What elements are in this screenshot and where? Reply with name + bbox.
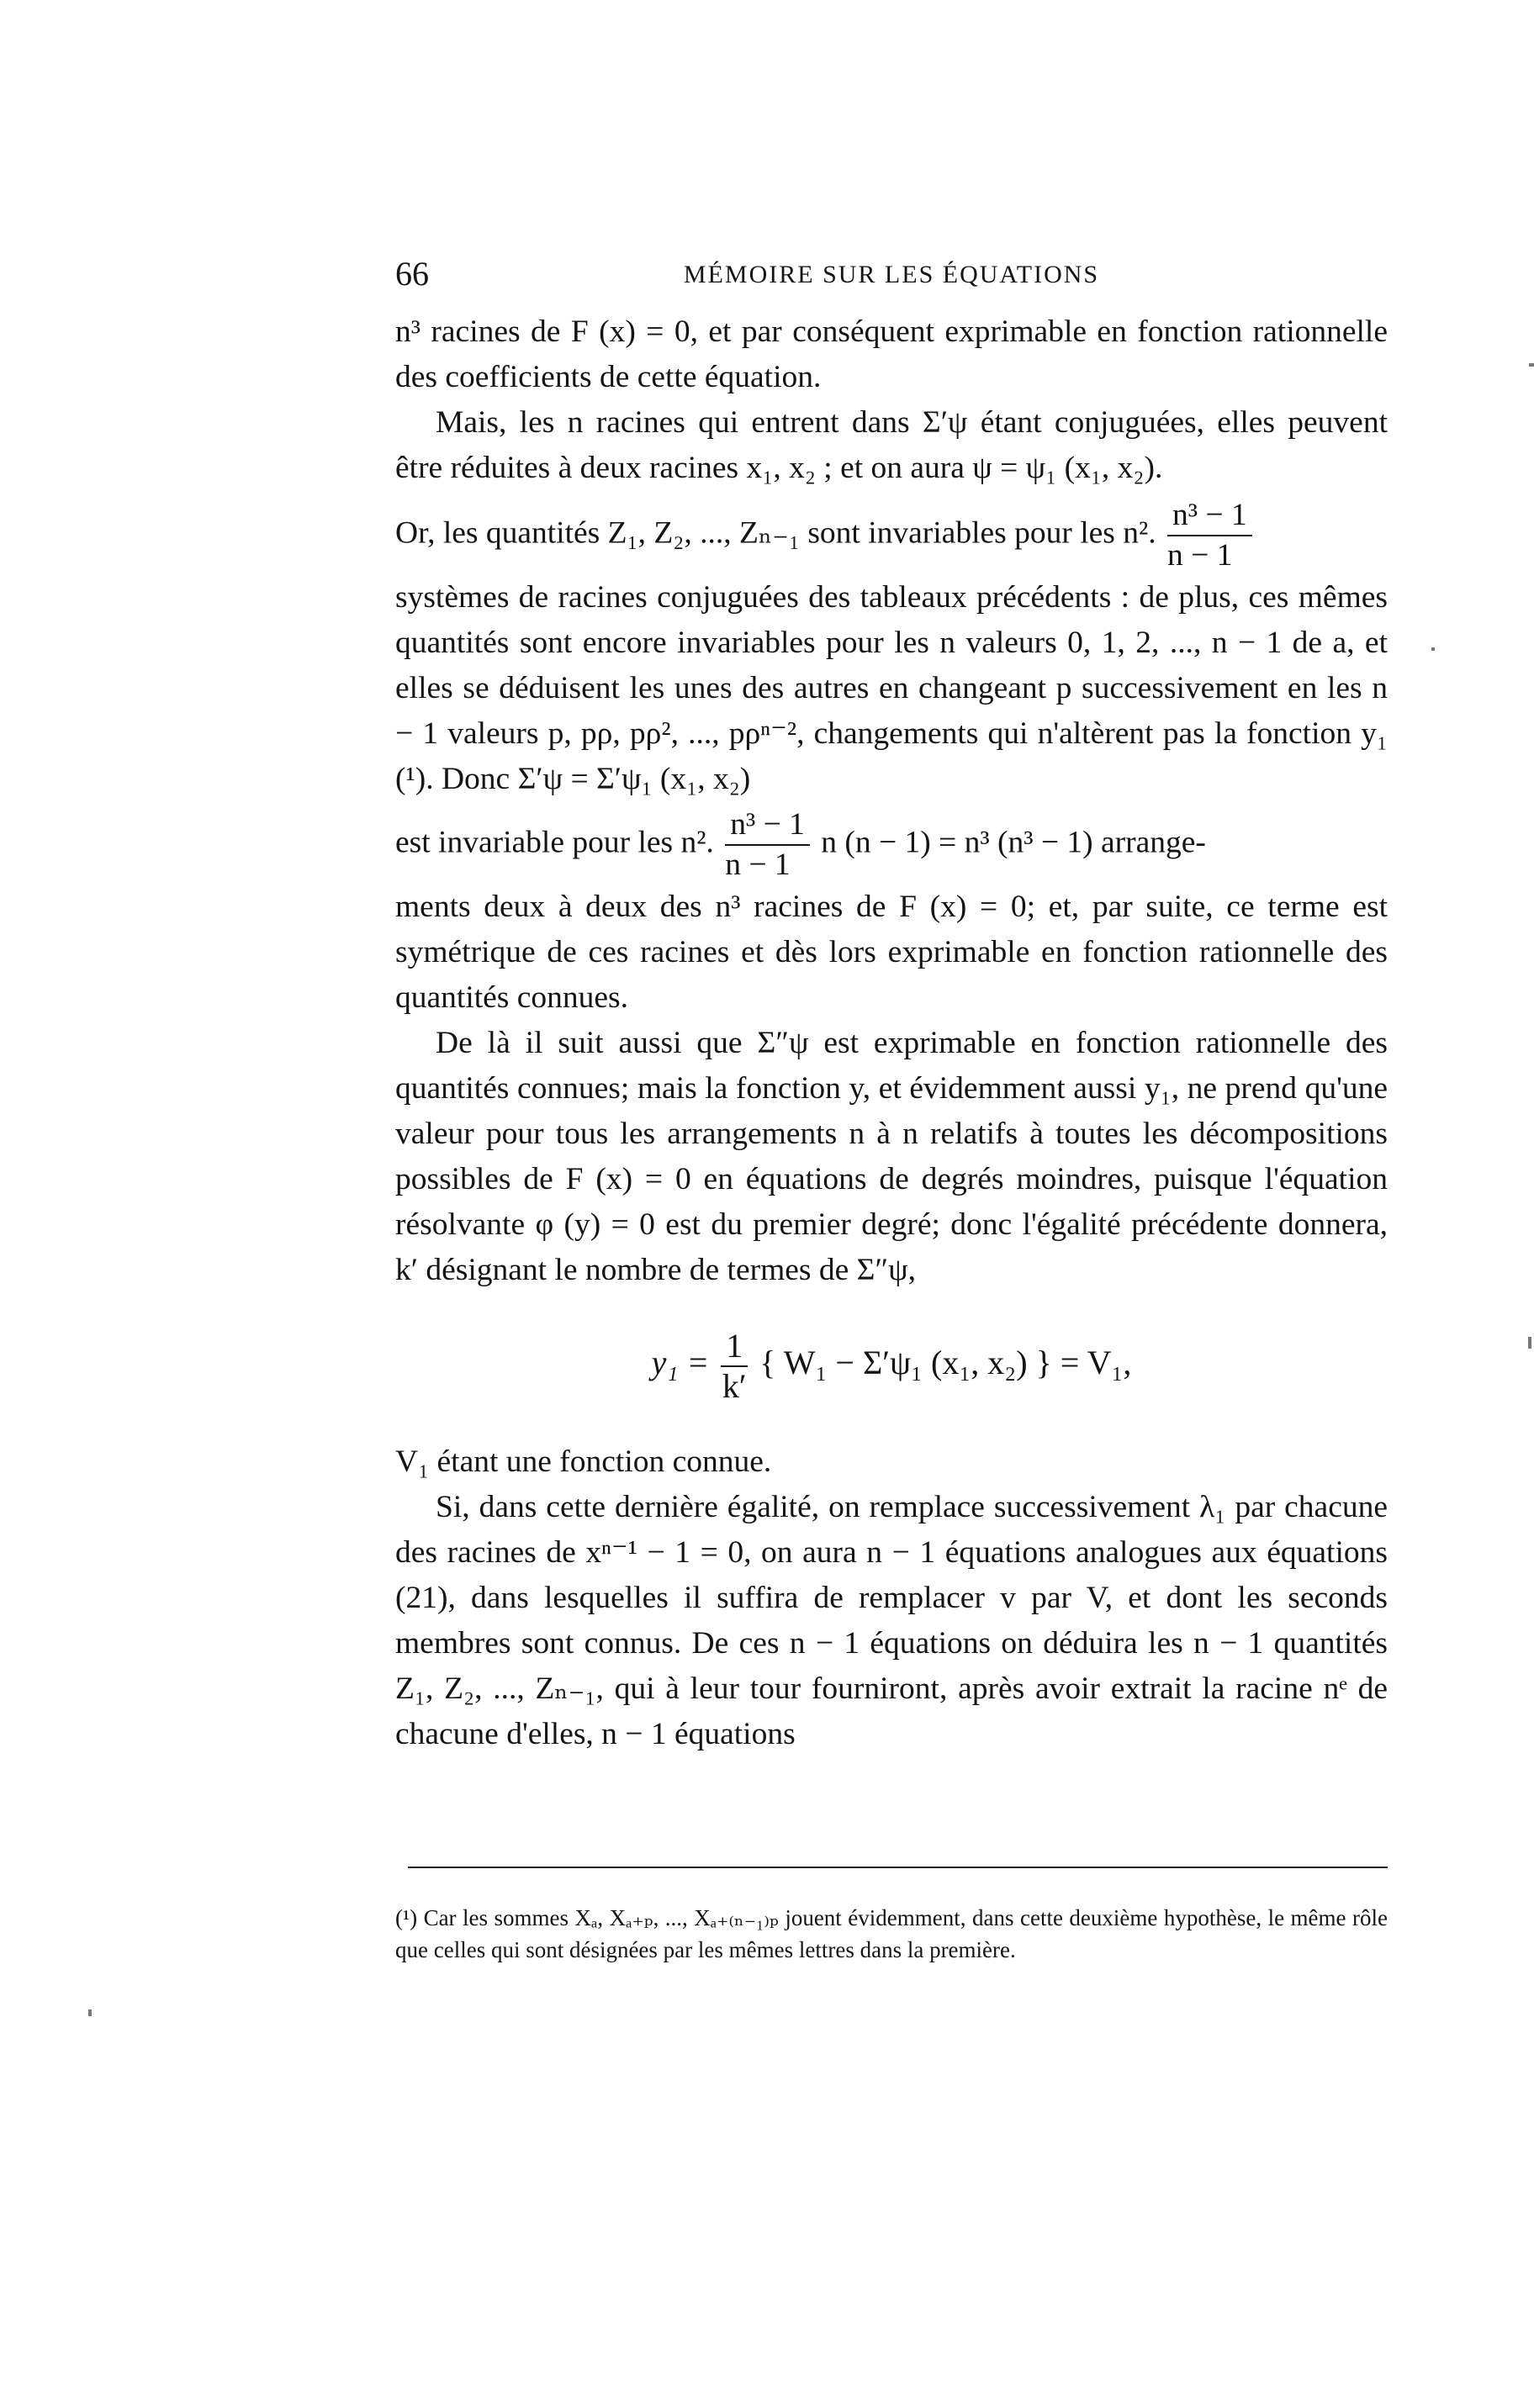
paragraph-2-line-4 [395, 805, 1388, 885]
scan-speck [1528, 1337, 1531, 1349]
equation-fraction [721, 1327, 748, 1406]
equation-fraction-numerator: 1 [721, 1327, 748, 1367]
main-text [395, 309, 1388, 1757]
fraction-1 [1167, 496, 1252, 575]
equation-rhs: { W₁ − Σ′ψ₁ (x₁, x₂) } = V₁, [759, 1344, 1132, 1382]
display-equation [395, 1327, 1388, 1406]
footnote-rule [408, 1867, 1388, 1868]
fraction-2-numerator: n³ − 1 [725, 805, 810, 846]
page-header [395, 254, 1388, 296]
fraction-1-denominator: n − 1 [1167, 538, 1233, 573]
scan-speck [1431, 647, 1435, 651]
fraction-2-denominator: n − 1 [725, 848, 791, 882]
equation-fraction-denominator: k′ [722, 1367, 747, 1405]
paragraph-2-line-1: Mais, les n racines qui entrent dans Σ′ψ étant conjuguées, elles peuvent être réduites à deux racines x₁, x₂ ; et on aura ψ = ψ₁ (x₁, x₂). [395, 405, 1388, 485]
arrangement-text: n (n − 1) = n³ (n³ − 1) arrange- [821, 825, 1206, 860]
fraction-1-numerator: n³ − 1 [1167, 496, 1252, 536]
paragraph-3: De là il suit aussi que Σ″ψ est exprimable en fonction rationnelle des quantités connues; mais la fonction y, et évidemment aussi y₁, ne prend qu'une valeur pour tous les arrangements n à n relatifs à toutes les décompositions possibles de F (x) = 0 en équations de degrés moindres, puisque l'équation résolvante φ (y) = 0 est du premier degré; donc l'égalité précédente donnera, k′ désignant le nombre de termes de Σ″ψ, [395, 1026, 1388, 1287]
scan-speck [88, 2009, 92, 2016]
paragraph-1: n³ racines de F (x) = 0, et par conséquent exprimable en fonction rationnelle des coefficients de cette équation. [395, 314, 1388, 394]
invariable-text-2: est invariable pour les n². [395, 825, 714, 860]
footnote: (¹) Car les sommes Xₐ, Xₐ₊ₚ, ..., Xₐ₊₍ₙ₋₁₎ₚ jouent évidemment, dans cette deuxième hypothèse, le même rôle que celles qui sont désignées par les mêmes lettres dans la première. [395, 1905, 1388, 1962]
paragraph-2-line-5: ments deux à deux des n³ racines de F (x) = 0; et, par suite, ce terme est symétrique de ces racines et dès lors exprimable en fonction rationnelle des quantités connues. [395, 890, 1388, 1015]
page-number: 66 [395, 255, 429, 293]
equation-lhs: y₁ = [651, 1344, 710, 1382]
paragraph-5: Si, dans cette dernière égalité, on remplace successivement λ₁ par chacune des racines de xⁿ⁻¹ − 1 = 0, on aura n − 1 équations analogues aux équations (21), dans lesquelles il suffira de remplacer v par V, et dont les seconds membres sont connus. De ces n − 1 équations on déduira les n − 1 quantités Z₁, Z₂, ..., Zₙ₋₁, qui à leur tour fourniront, après avoir extrait la racine nᵉ de chacune d'elles, n − 1 équations [395, 1490, 1388, 1751]
invariable-text: Or, les quantités Z₁, Z₂, ..., Zₙ₋₁ sont invariables pour les n². [395, 515, 1156, 551]
scan-speck [1529, 363, 1534, 367]
paragraph-4: V₁ étant une fonction connue. [395, 1444, 772, 1479]
running-title: MÉMOIRE SUR LES ÉQUATIONS [683, 261, 1100, 288]
fraction-2 [725, 805, 810, 885]
paragraph-2-line-3: systèmes de racines conjuguées des tableaux précédents : de plus, ces mêmes quantités sont encore invariables pour les n valeurs 0, 1, 2, ..., n − 1 de a, et elles se déduisent les unes des autres en changeant p successivement en les n − 1 valeurs p, pρ, pρ², ..., pρⁿ⁻², changements qui n'altèrent pas la fonction y₁ (¹). Donc Σ′ψ = Σ′ψ₁ (x₁, x₂) [395, 580, 1388, 796]
paragraph-2-line-2 [395, 496, 1388, 575]
